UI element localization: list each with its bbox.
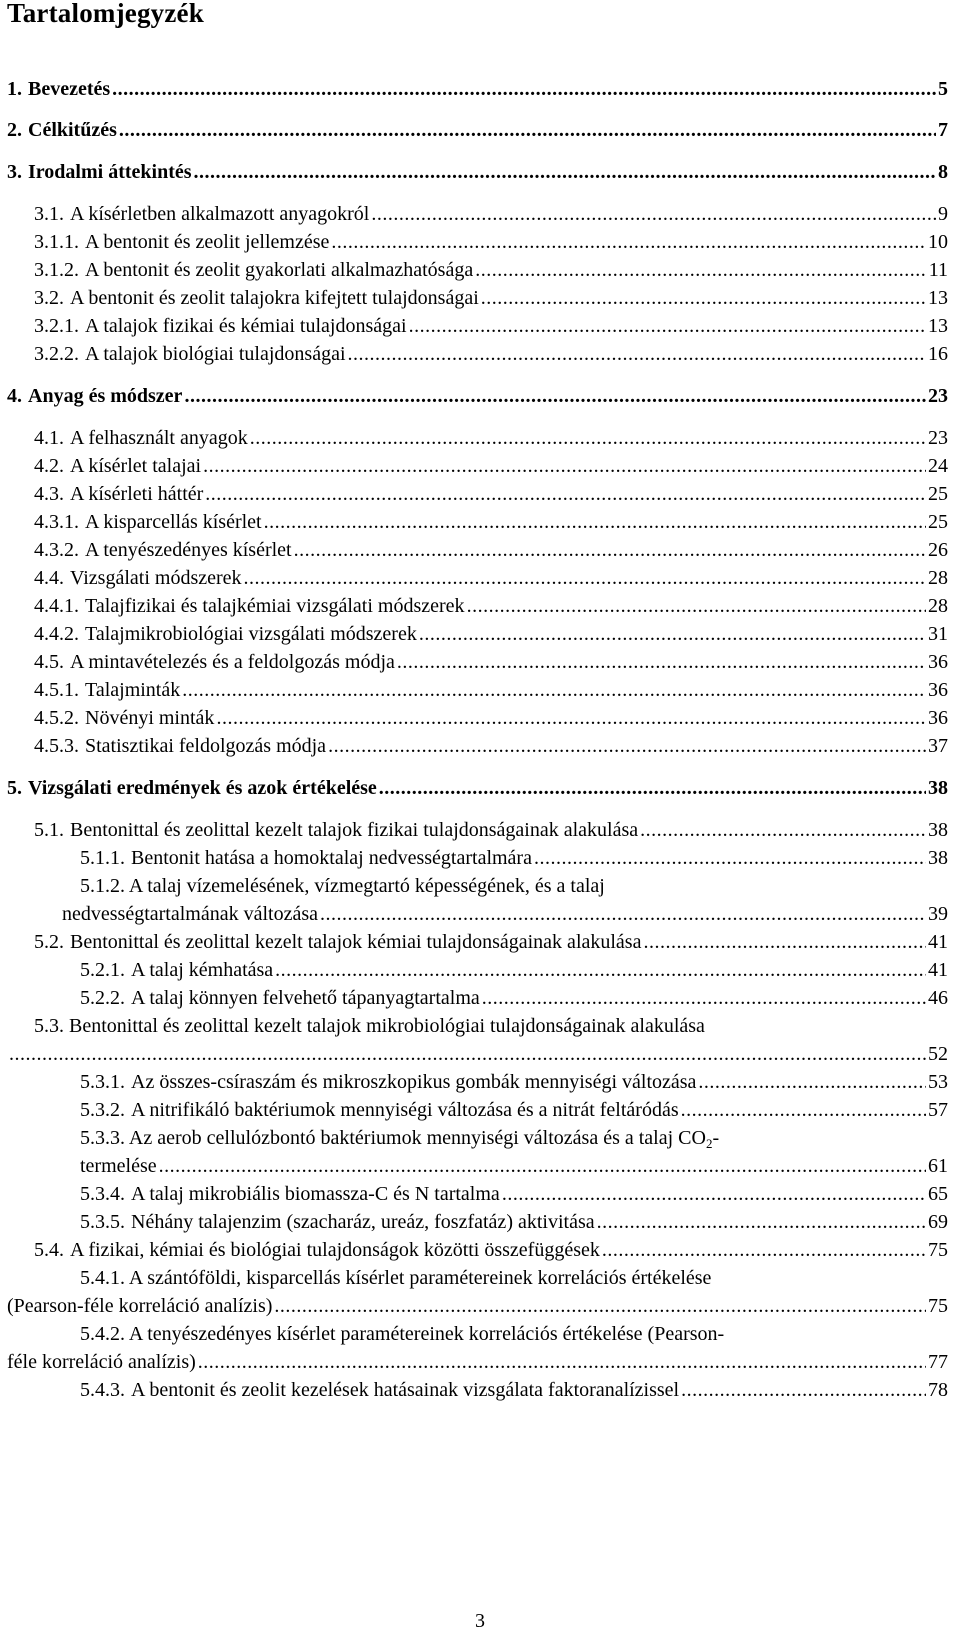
toc-entry-page: 53: [928, 1071, 948, 1093]
toc-leader-dots: [379, 774, 926, 802]
toc-leader-dots: [467, 592, 926, 620]
toc-entry[interactable]: [0, 676, 960, 704]
toc-entry[interactable]: [0, 312, 960, 340]
toc-entry-title: A bentonit és zeolit kezelések hatásainak vizsgálata faktoranalízissel: [131, 1379, 680, 1401]
page-title: Tartalomjegyzék: [7, 0, 204, 28]
toc-entry-title: A fizikai, kémiai és biológiai tulajdonságok közötti összefüggések: [70, 1239, 600, 1261]
toc-entry-title: Irodalmi áttekintés: [28, 161, 192, 183]
toc-entry-number: 1.: [7, 78, 22, 100]
toc-leader-dots: [640, 816, 926, 844]
toc-entry-first-line[interactable]: [80, 1124, 719, 1152]
toc-leader-dots: [294, 536, 926, 564]
toc-entry-title: Vizsgálati módszerek: [70, 567, 242, 589]
toc-leader-dots: [681, 1096, 926, 1124]
toc-entry[interactable]: [0, 984, 960, 1012]
toc-entry-page: 10: [928, 231, 948, 253]
toc-entry[interactable]: [0, 382, 960, 410]
toc-leader-dots: [475, 256, 927, 284]
toc-entry-page: 52: [928, 1043, 948, 1065]
toc-entry-title: Célkitűzés: [28, 119, 117, 141]
toc-entry-title-suffix: -: [712, 1127, 720, 1149]
toc-entry-page: 38: [928, 819, 948, 841]
toc-entry-number: 3.1.2.: [34, 259, 79, 281]
toc-leader-dots: [371, 200, 936, 228]
toc-leader-dots: [328, 732, 926, 760]
toc-entry[interactable]: [0, 1068, 960, 1096]
toc-leader-dots: [203, 452, 926, 480]
toc-leader-dots: [119, 116, 936, 144]
toc-entry[interactable]: [0, 158, 960, 186]
toc-entry-title: A talaj könnyen felvehető tápanyagtartalma: [131, 987, 480, 1009]
toc-leader-dots: [534, 844, 926, 872]
toc-entry-number: 4.5.2.: [34, 707, 79, 729]
toc-entry-title: Anyag és módszer: [28, 385, 183, 407]
toc-entry-title: A kísérlet talajai: [70, 455, 202, 477]
toc-entry[interactable]: [0, 774, 960, 802]
toc-entry-first-line[interactable]: [80, 872, 605, 900]
toc-entry-page: 31: [928, 623, 948, 645]
toc-entry-page: 65: [928, 1183, 948, 1205]
toc-entry-page: 8: [938, 161, 948, 183]
subscript: 2: [705, 1136, 713, 1151]
toc-leader-dots: [274, 1292, 926, 1320]
toc-entry[interactable]: [0, 284, 960, 312]
page-number: 3: [475, 1610, 485, 1632]
toc-entry-page: 77: [928, 1351, 948, 1373]
toc-leader-dots: [194, 158, 936, 186]
toc-entry-page: 23: [928, 385, 948, 407]
toc-entry-title: Vizsgálati eredmények és azok értékelése: [28, 777, 377, 799]
toc-entry-number: 4.4.2.: [34, 623, 79, 645]
toc-entry-number: 4.2.: [34, 455, 64, 477]
toc-entry-page: 23: [928, 427, 948, 449]
toc-entry-title: Statisztikai feldolgozás módja: [85, 735, 327, 757]
toc-entry-page: 69: [928, 1211, 948, 1233]
toc-entry-number: 5.4.2.: [80, 1323, 125, 1345]
toc-entry-number: 5.1.: [34, 819, 64, 841]
toc-entry-title: Bentonit hatása a homoktalaj nedvességtartalmára: [131, 847, 532, 869]
toc-entry-page: 25: [928, 511, 948, 533]
toc-entry-page: 38: [928, 777, 948, 799]
toc-entry-page: 37: [928, 735, 948, 757]
toc-entry-number: 3.1.: [34, 203, 64, 225]
toc-leader-dots: [482, 984, 926, 1012]
toc-leader-dots: [159, 1152, 926, 1180]
toc-entry[interactable]: [0, 1292, 960, 1320]
toc-entry-page: 39: [928, 903, 948, 925]
toc-entry-page: 38: [928, 847, 948, 869]
toc-entry-number: 4.1.: [34, 427, 64, 449]
toc-entry-title: Bentonittal és zeolittal kezelt talajok kémiai tulajdonságainak alakulása: [70, 931, 642, 953]
toc-leader-dots: [182, 676, 926, 704]
toc-entry-number: 4.5.: [34, 651, 64, 673]
toc-entry-title: A tenyészedényes kísérlet: [85, 539, 292, 561]
toc-entry-title: A mintavételezés és a feldolgozás módja: [70, 651, 395, 673]
toc-entry-page: 11: [928, 259, 948, 281]
toc-entry-number: 3.1.1.: [34, 231, 79, 253]
toc-entry-title: A talaj mikrobiális biomassza-C és N tartalma: [131, 1183, 500, 1205]
toc-leader-dots: [250, 424, 926, 452]
toc-entry-page: 28: [928, 567, 948, 589]
toc-leader-dots: [9, 1040, 926, 1068]
toc-entry-page: 75: [928, 1239, 948, 1261]
toc-entry[interactable]: [0, 1236, 960, 1264]
toc-entry-number: 5.3.2.: [80, 1099, 125, 1121]
toc-entry[interactable]: [0, 620, 960, 648]
toc-entry[interactable]: [0, 200, 960, 228]
toc-entry-title: Bentonittal és zeolittal kezelt talajok fizikai tulajdonságainak alakulása: [70, 819, 639, 841]
toc-entry[interactable]: [0, 1040, 960, 1068]
toc-entry-page: 46: [928, 987, 948, 1009]
toc-entry[interactable]: [0, 1208, 960, 1236]
toc-entry-title: A bentonit és zeolit gyakorlati alkalmazhatósága: [85, 259, 474, 281]
toc-entry-title: A nitrifikáló baktériumok mennyiségi változása és a nitrát feltáródás: [131, 1099, 679, 1121]
toc-leader-dots: [502, 1180, 926, 1208]
toc-entry-page: 13: [928, 315, 948, 337]
toc-entry-title: A talajok biológiai tulajdonságai: [85, 343, 346, 365]
toc-entry[interactable]: [0, 816, 960, 844]
toc-entry[interactable]: [0, 228, 960, 256]
toc-leader-dots: [320, 900, 926, 928]
toc-leader-dots: [681, 1376, 926, 1404]
toc-entry-number: 4.4.1.: [34, 595, 79, 617]
toc-leader-dots: [348, 340, 926, 368]
toc-entry-number: 4.5.1.: [34, 679, 79, 701]
toc-entry-number: 5.3.: [34, 1015, 64, 1037]
toc-entry-page: 9: [938, 203, 948, 225]
toc-leader-dots: [698, 1068, 926, 1096]
toc-leader-dots: [481, 284, 926, 312]
toc-entry-first-line[interactable]: [80, 1320, 724, 1348]
toc-leader-dots: [419, 620, 926, 648]
toc-entry[interactable]: [0, 536, 960, 564]
toc-entry-title: A talajok fizikai és kémiai tulajdonságai: [85, 315, 407, 337]
toc-leader-dots: [643, 928, 926, 956]
toc-entry-first-line[interactable]: [34, 1012, 705, 1040]
toc-entry-page: 36: [928, 651, 948, 673]
toc-entry-page: 16: [928, 343, 948, 365]
toc-entry-number: 5.3.1.: [80, 1071, 125, 1093]
toc-entry-title: Talajmikrobiológiai vizsgálati módszerek: [85, 623, 417, 645]
toc-entry-page: 57: [928, 1099, 948, 1121]
toc-entry-number: 5.4.: [34, 1239, 64, 1261]
toc-entry[interactable]: [0, 1180, 960, 1208]
toc-leader-dots: [198, 1348, 926, 1376]
toc-entry-title: Bentonittal és zeolittal kezelt talajok mikrobiológiai tulajdonságainak alakulása: [69, 1015, 705, 1037]
toc-entry[interactable]: [0, 956, 960, 984]
toc-entry-number: 4.4.: [34, 567, 64, 589]
toc-entry-title: A felhasznált anyagok: [70, 427, 248, 449]
toc-entry-page: 36: [928, 707, 948, 729]
toc-entry[interactable]: [0, 424, 960, 452]
toc-entry-page: 78: [928, 1379, 948, 1401]
toc-entry-title-continued: (Pearson-féle korreláció analízis): [7, 1295, 273, 1317]
toc-entry[interactable]: [0, 592, 960, 620]
toc-entry-page: 41: [928, 959, 948, 981]
toc-entry[interactable]: [0, 732, 960, 760]
toc-entry-page: 7: [938, 119, 948, 141]
toc-entry-number: 4.3.: [34, 483, 64, 505]
toc-entry-page: 24: [928, 455, 948, 477]
toc-entry-title: Növényi minták: [85, 707, 215, 729]
toc-leader-dots: [264, 508, 926, 536]
toc-leader-dots: [597, 1208, 926, 1236]
toc-entry[interactable]: [0, 452, 960, 480]
toc-entry-number: 5.1.2.: [80, 875, 125, 897]
toc-entry-title: A kísérleti háttér: [70, 483, 204, 505]
toc-entry[interactable]: [0, 75, 960, 103]
toc-leader-dots: [205, 480, 926, 508]
toc-entry[interactable]: [0, 844, 960, 872]
toc-leader-dots: [331, 228, 926, 256]
toc-entry-number: 5.4.3.: [80, 1379, 125, 1401]
toc-entry-number: 5.2.1.: [80, 959, 125, 981]
toc-leader-dots: [112, 75, 936, 103]
toc-entry-first-line[interactable]: [80, 1264, 711, 1292]
toc-entry[interactable]: [0, 256, 960, 284]
toc-entry-page: 28: [928, 595, 948, 617]
toc-entry-page: 25: [928, 483, 948, 505]
toc-entry[interactable]: [0, 928, 960, 956]
toc-entry-title: Talajminták: [85, 679, 181, 701]
toc-entry[interactable]: [0, 116, 960, 144]
toc-entry-title: Bevezetés: [28, 78, 111, 100]
toc-entry-page: 75: [928, 1295, 948, 1317]
toc-entry-title: A tenyészedényes kísérlet paramétereinek korrelációs értékelése (Pearson-: [128, 1323, 725, 1345]
toc-entry-number: 3.2.: [34, 287, 64, 309]
toc-entry-title: Néhány talajenzim (szacharáz, ureáz, foszfatáz) aktivitása: [131, 1211, 595, 1233]
toc-entry-title: Talajfizikai és talajkémiai vizsgálati módszerek: [85, 595, 465, 617]
toc-entry-number: 3.2.2.: [34, 343, 79, 365]
toc-leader-dots: [602, 1236, 926, 1264]
toc-entry[interactable]: [0, 1348, 960, 1376]
toc-entry-title: A bentonit és zeolit talajokra kifejtett tulajdonságai: [70, 287, 479, 309]
toc-entry-page: 13: [928, 287, 948, 309]
toc-entry-number: 5.2.2.: [80, 987, 125, 1009]
toc-entry[interactable]: [0, 900, 960, 928]
toc-entry-number: 5.3.4.: [80, 1183, 125, 1205]
toc-entry-number: 4.5.3.: [34, 735, 79, 757]
toc-entry[interactable]: [0, 1376, 960, 1404]
toc-entry-number: 4.3.1.: [34, 511, 79, 533]
toc-entry[interactable]: [0, 648, 960, 676]
toc-entry-page: 41: [928, 931, 948, 953]
toc-entry-number: 4.3.2.: [34, 539, 79, 561]
toc-entry-number: 5.3.5.: [80, 1211, 125, 1233]
toc-entry-number: 2.: [7, 119, 22, 141]
toc-leader-dots: [397, 648, 926, 676]
toc-entry-number: 5.1.1.: [80, 847, 125, 869]
toc-entry-title: Az összes-csíraszám és mikroszkopikus gombák mennyiségi változása: [131, 1071, 697, 1093]
toc-entry-page: 61: [928, 1155, 948, 1177]
toc-entry-title: A szántóföldi, kisparcellás kísérlet paramétereinek korrelációs értékelése: [128, 1267, 712, 1289]
toc-leader-dots: [216, 704, 926, 732]
toc-entry-title-continued: nedvességtartalmának változása: [62, 903, 318, 925]
toc-entry-number: 3.: [7, 161, 22, 183]
toc-entry-number: 5.4.1.: [80, 1267, 125, 1289]
toc-entry-title-continued: termelése: [80, 1155, 157, 1177]
toc-entry-page: 36: [928, 679, 948, 701]
toc-leader-dots: [275, 956, 926, 984]
toc-entry[interactable]: [0, 1096, 960, 1124]
toc-entry-title: Az aerob cellulózbontó baktériumok mennyiségi változása és a talaj CO: [128, 1127, 706, 1149]
toc-entry[interactable]: [0, 480, 960, 508]
toc-entry[interactable]: [0, 340, 960, 368]
toc-entry-title: A talaj kémhatása: [131, 959, 274, 981]
toc-entry[interactable]: [0, 704, 960, 732]
toc-entry-title: A bentonit és zeolit jellemzése: [85, 231, 330, 253]
toc-entry-title-continued: féle korreláció analízis): [7, 1351, 196, 1373]
toc-entry-title: A kísérletben alkalmazott anyagokról: [70, 203, 370, 225]
toc-leader-dots: [409, 312, 926, 340]
toc-entry-title: A kisparcellás kísérlet: [85, 511, 262, 533]
toc-entry-number: 5.2.: [34, 931, 64, 953]
toc-leader-dots: [184, 382, 926, 410]
toc-entry-number: 3.2.1.: [34, 315, 79, 337]
toc-entry[interactable]: [0, 564, 960, 592]
toc-entry-number: 5.3.3.: [80, 1127, 125, 1149]
toc-entry-number: 5.: [7, 777, 22, 799]
toc-entry-page: 5: [938, 78, 948, 100]
toc-entry-title: A talaj vízemelésének, vízmegtartó képességének, és a talaj: [128, 875, 605, 897]
toc-leader-dots: [244, 564, 926, 592]
toc-entry-number: 4.: [7, 385, 22, 407]
toc-entry[interactable]: [0, 508, 960, 536]
toc-entry-page: 26: [928, 539, 948, 561]
toc-entry[interactable]: [0, 1152, 960, 1180]
